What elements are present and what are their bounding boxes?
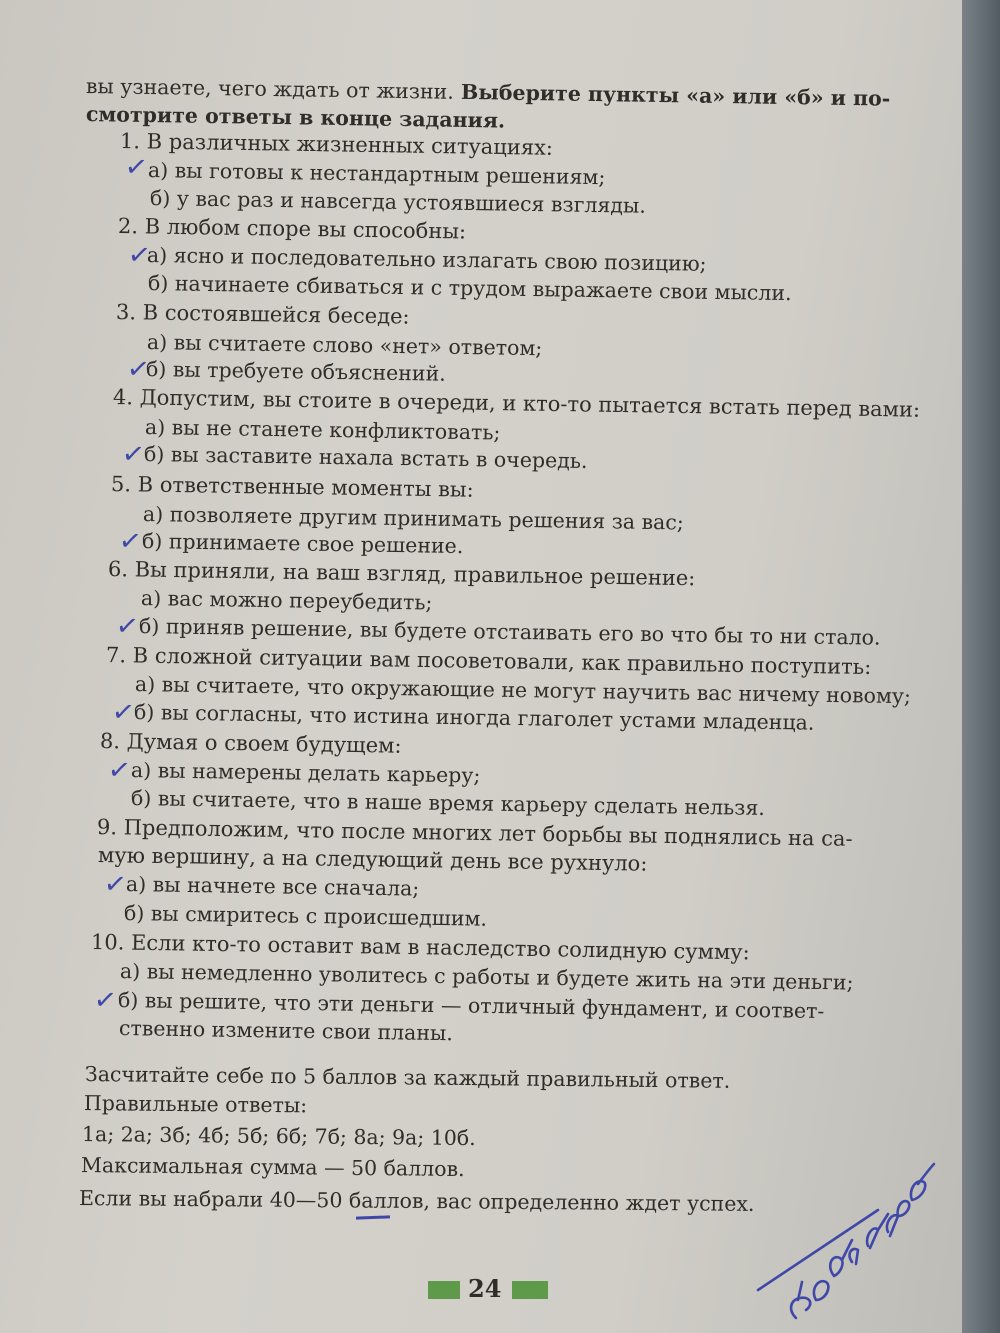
question-4-title: 4. Допустим, вы стоите в очереди, и кто-то пытается встать перед вами: — [112, 385, 921, 422]
question-4-option-b: б) вы заставите нахала встать в очередь. — [143, 442, 588, 473]
intro-line-1: вы узнаете, чего ждать от жизни. Выберите пункты «а» или «б» и по- — [85, 74, 891, 111]
check-mark-icon: ✓ — [113, 609, 141, 644]
question-8-title: 8. Думая о своем будущем: — [99, 729, 402, 758]
page-number: 24 — [468, 1274, 502, 1303]
footer-bar-left — [428, 1281, 460, 1299]
question-2-option-a: а) ясно и последовательно излагать свою позицию; — [146, 243, 707, 276]
question-10-option-b-continued: ственно измените свои планы. — [118, 1016, 454, 1046]
question-6-option-a: а) вас можно переубедить; — [140, 586, 433, 615]
question-3-option-b: б) вы требуете объяснений. — [145, 357, 446, 386]
question-1-title: 1. В различных жизненных ситуациях: — [119, 129, 554, 160]
question-7-option-a: а) вы считаете, что окружающие не могут научить вас ничему новому; — [134, 672, 912, 709]
check-mark-icon: ✓ — [101, 867, 129, 902]
question-2-title: 2. В любом споре вы способны: — [117, 214, 467, 244]
question-8-option-a: а) вы намерены делать карьеру; — [130, 758, 481, 788]
intro-line-2: смотрите ответы в конце задания. — [85, 102, 506, 133]
check-mark-icon: ✓ — [122, 150, 150, 185]
correct-answers-list: 1а; 2а; 3б; 4б; 5б; 6б; 7б; 8а; 9а; 10б. — [81, 1122, 476, 1151]
check-mark-icon: ✓ — [124, 352, 152, 387]
question-7-title: 7. В сложной ситуации вам посоветовали, как правильно поступить: — [105, 643, 872, 680]
question-10-option-a: а) вы немедленно уволитесь с работы и будете жить на эти деньги; — [119, 959, 854, 995]
question-8-option-b: б) вы считаете, что в наше время карьеру сделать нельзя. — [130, 786, 766, 820]
success-criteria: Если вы набрали 40—50 баллов, вас определенно ждет успех. — [78, 1186, 755, 1216]
question-6-title: 6. Вы приняли, на ваш взгляд, правильное решение: — [107, 557, 696, 591]
question-7-option-b: б) вы согласны, что истина иногда глаголет устами младенца. — [133, 700, 815, 735]
handwritten-note-50-points — [728, 1150, 948, 1330]
question-10-title: 10. Если кто-то оставит вам в наследство солидную сумму: — [90, 930, 750, 965]
check-mark-icon: ✓ — [109, 695, 137, 730]
question-3-title: 3. В состоявшейся беседе: — [115, 300, 410, 329]
question-5-title: 5. В ответственные моменты вы: — [110, 472, 474, 502]
question-9-title-continued: мую вершину, а на следующий день все рухнуло: — [97, 843, 648, 876]
question-4-option-a: а) вы не станете конфликтовать; — [144, 415, 501, 445]
check-mark-icon: ✓ — [119, 437, 147, 472]
question-9-option-b: б) вы смиритесь с происшедшим. — [123, 901, 488, 931]
scoring-instruction: Засчитайте себе по 5 баллов за каждый правильный ответ. — [84, 1062, 731, 1093]
check-mark-icon: ✓ — [105, 753, 133, 788]
question-5-option-b: б) принимаете свое решение. — [141, 529, 464, 559]
question-6-option-b: б) приняв решение, вы будете отстаивать его во что бы то ни стало. — [138, 614, 881, 650]
question-5-option-a: а) позволяете другим принимать решения за вас; — [142, 502, 684, 535]
footer-bar-right — [512, 1281, 548, 1299]
check-mark-icon: ✓ — [91, 983, 119, 1018]
question-3-option-a: а) вы считаете слово «нет» ответом; — [146, 330, 543, 361]
check-mark-icon: ✓ — [116, 524, 144, 559]
check-mark-icon: ✓ — [125, 238, 153, 273]
maximum-score: Максимальная сумма — 50 баллов. — [80, 1153, 465, 1182]
question-1-option-b: б) у вас раз и навсегда устоявшиеся взгляды. — [149, 186, 647, 218]
correct-answers-heading: Правильные ответы: — [83, 1091, 308, 1118]
page-edge-background — [962, 0, 1000, 1333]
question-1-option-a: а) вы готовы к нестандартным решениям; — [147, 158, 606, 190]
question-9-title: 9. Предположим, что после многих лет борьбы вы поднялись на са- — [96, 815, 853, 851]
question-10-option-b: б) вы решите, что эти деньги — отличный фундамент, и соответ- — [117, 988, 825, 1024]
question-2-option-b: б) начинаете сбиваться и с трудом выражаете свои мысли. — [147, 271, 792, 306]
question-9-option-a: а) вы начнете все сначала; — [125, 872, 420, 901]
